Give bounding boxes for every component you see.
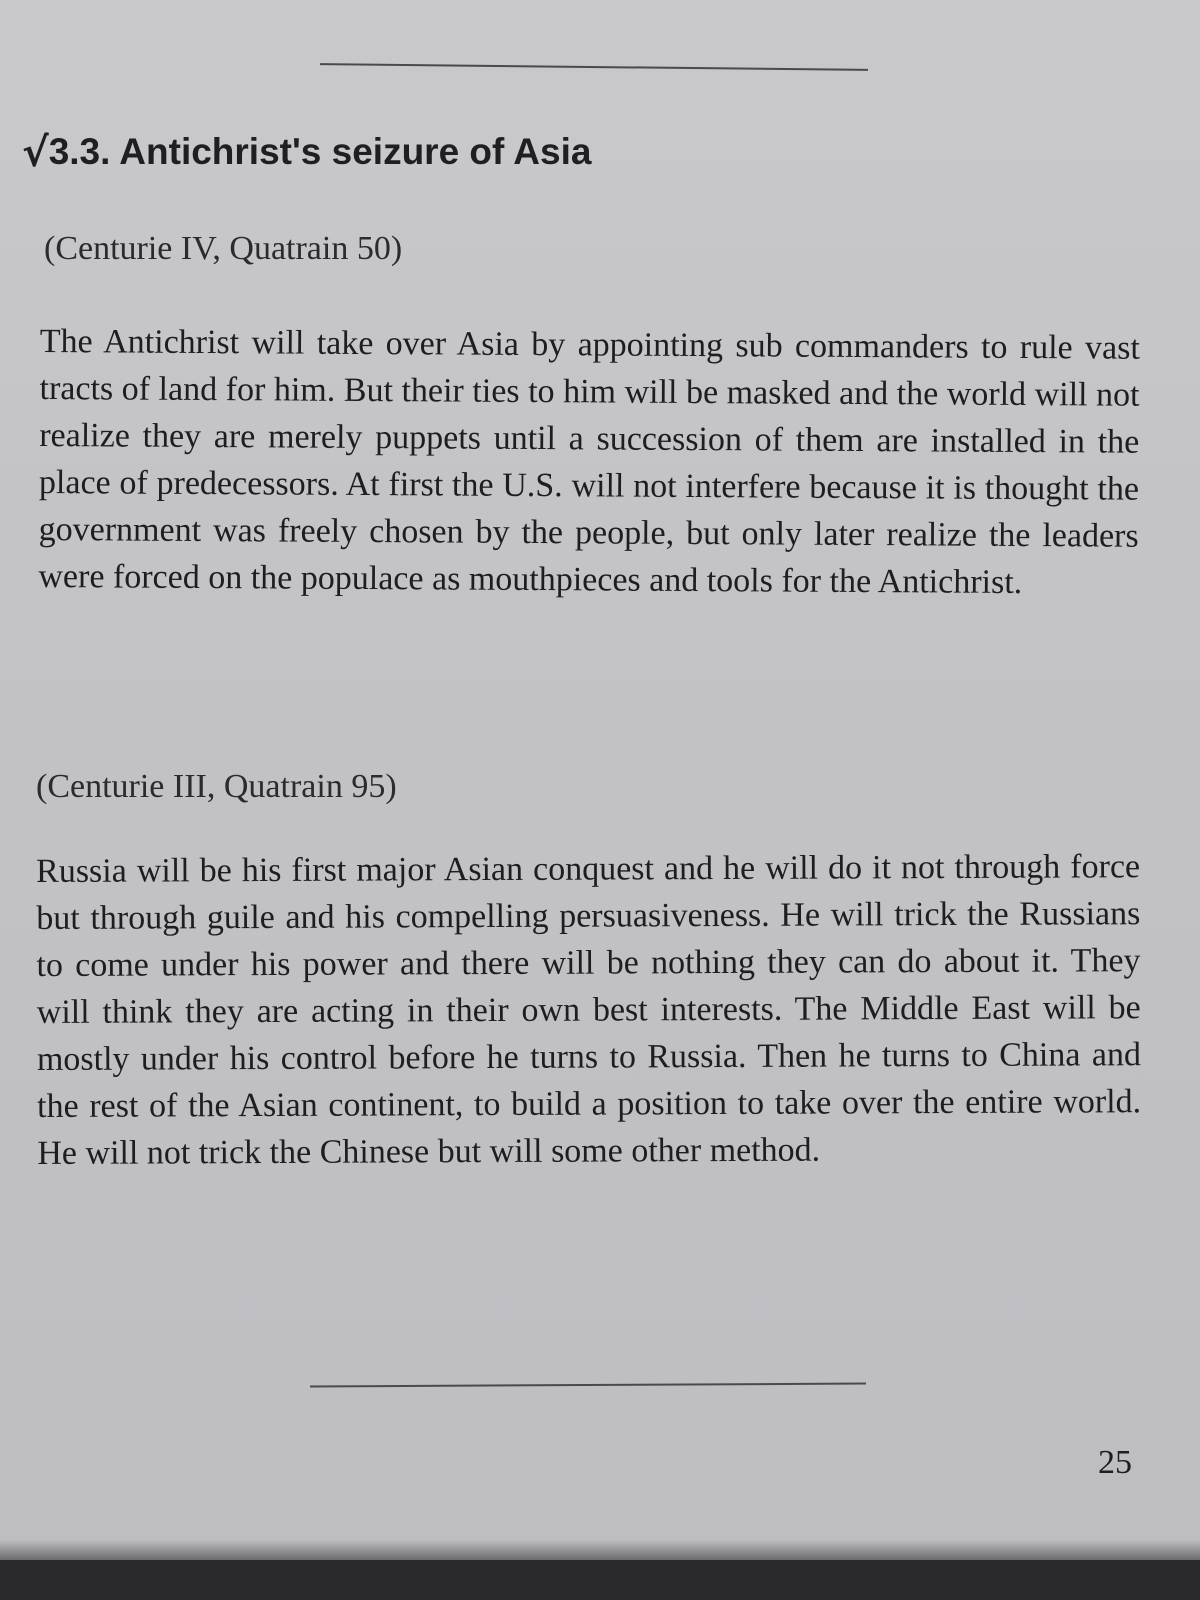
page-number: 25 [1098,1444,1132,1481]
passage-paragraph: Russia will be his first major Asian conquest and he will do it not through force but through guile and his compelling persuasiveness. He will trick the Russians to come under his power and there will be nothing they can do about it. They will think they are acting in their own best interests. The Middle East will be mostly under his control before he turns to Russia. Then he turns to China and the rest of the Asian continent, to build a position to take over the entire world. He will not trick the Chinese but will some other method. [36,848,1142,1172]
section-heading [22,130,1122,176]
section-heading-text: 3.3. Antichrist's seizure of Asia [48,131,592,172]
page-edge-shadow [0,1540,1200,1600]
passage-paragraph: The Antichrist will take over Asia by appointing sub commanders to rule vast tracts of land for him. But their ties to him will be masked and the world will not realize they are merely puppets until a succession of them are installed in the place of predecessors. At first the U.S. will not interfere because it is thought the government was freely chosen by the people, but only later realize the leaders were forced on the populace as mouthpieces and tools for the Antichrist. [38,322,1140,602]
check-mark-icon: √ [22,130,49,176]
top-divider [320,63,868,71]
quatrain-reference: (Centurie III, Quatrain 95) [36,768,397,805]
quatrain-reference: (Centurie IV, Quatrain 50) [44,230,403,267]
bottom-divider [310,1383,866,1388]
